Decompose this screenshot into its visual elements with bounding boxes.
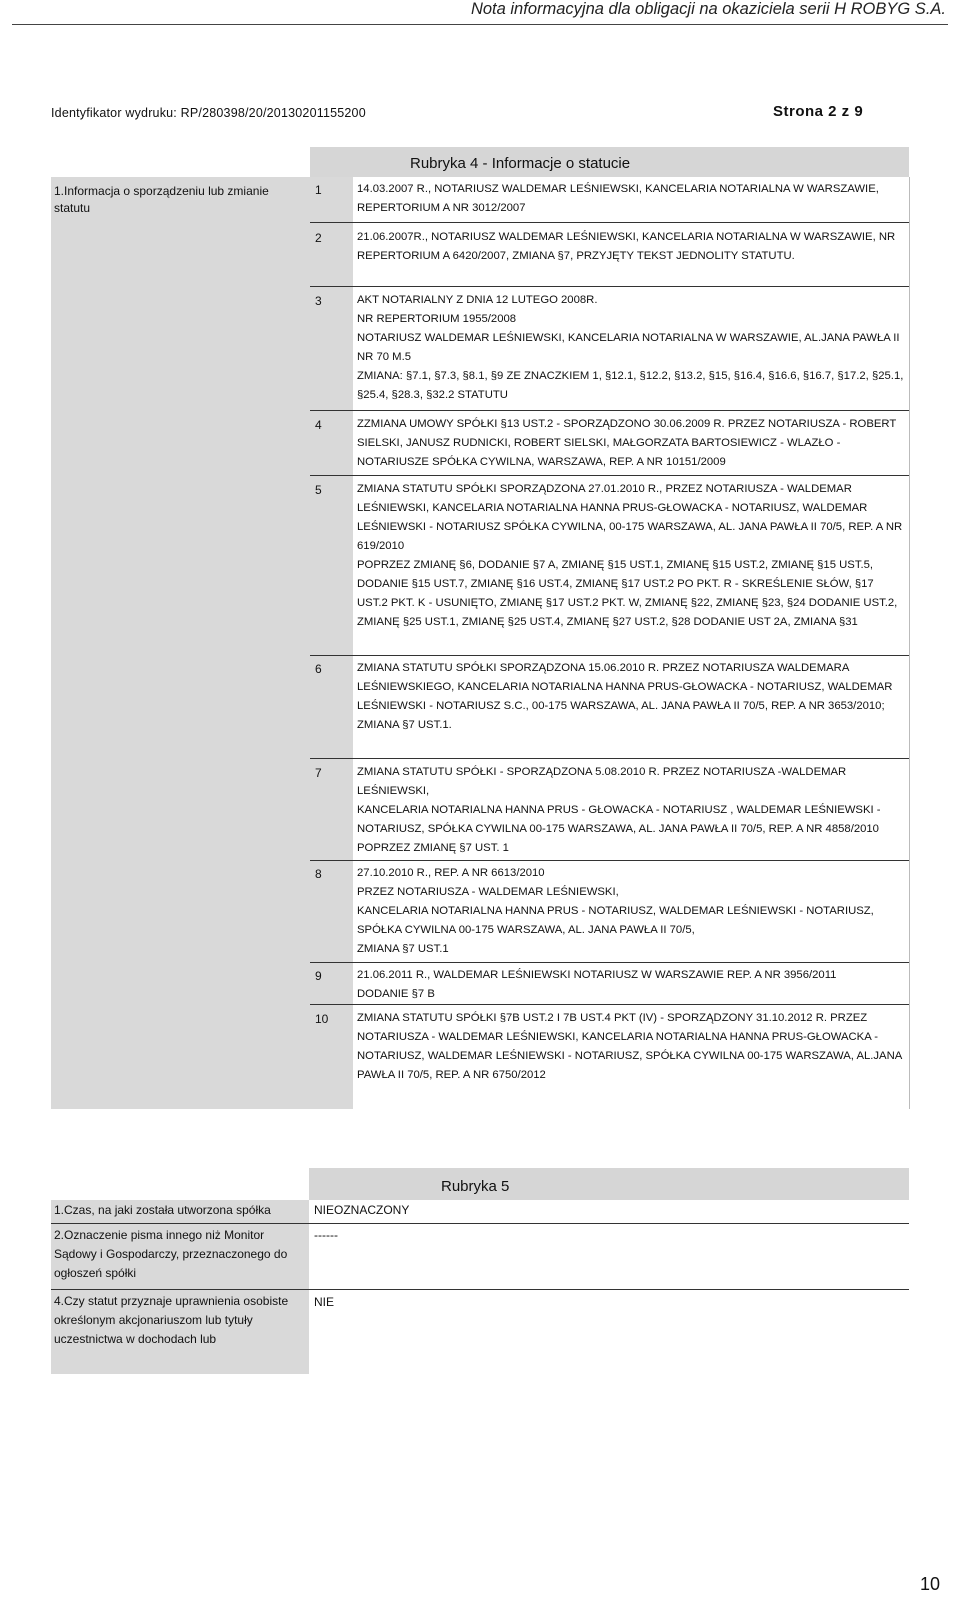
entry-number: 1 [315, 183, 322, 197]
rubryka-4-header [310, 147, 909, 178]
statute-entry-text: 21.06.2011 R., WALDEMAR LEŚNIEWSKI NOTARIUSZ W WARSZAWIE REP. A NR 3956/2011 DODANIE §7 B [357, 969, 837, 1000]
statute-entry-text: ZZMIANA UMOWY SPÓŁKI §13 UST.2 - SPORZĄDZONO 30.06.2009 R. PRZEZ NOTARIUSZA - ROBERT SIELSKI, JANUSZ RUDNICKI, ROBERT SIELSKI, MAŁGORZATA BARTOSIEWICZ - WLAZŁO - NOTARIUSZE SPÓŁKA CYWILNA, WARSZAWA, REP. A NR 10151/2009 [357, 418, 897, 468]
rubryka-5-header [309, 1168, 909, 1200]
rubryka-5-table [51, 1168, 909, 1374]
rubryka-5-value: ------ [314, 1228, 338, 1242]
row-divider [310, 222, 909, 223]
rubryka-5-label: 4.Czy statut przyznaje uprawnienia osobiste określonym akcjonariuszom lub tytuły uczestnictwa w dochodach lub [54, 1294, 289, 1346]
row-divider [310, 860, 909, 861]
entry-number: 3 [315, 294, 322, 308]
statute-entry-text: 21.06.2007R., NOTARIUSZ WALDEMAR LEŚNIEWSKI, KANCELARIA NOTARIALNA W WARSZAWIE, NR REPERTORIUM A 6420/2007, ZMIANA §7, PRZYJĘTY TEKST JEDNOLITY STATUTU. [357, 231, 896, 262]
statute-entry-text: 14.03.2007 R., NOTARIUSZ WALDEMAR LEŚNIEWSKI, KANCELARIA NOTARIALNA W WARSZAWIE, REPERTORIUM A NR 3012/2007 [357, 183, 879, 214]
statute-entry-text: ZMIANA STATUTU SPÓŁKI §7B UST.2 I 7B UST.4 PKT (IV) - SPORZĄDZONY 31.10.2012 R. PRZEZ NOTARIUSZA - WALDEMAR LEŚNIEWSKI, KANCELARIA NOTARIALNA HANNA PRUS-GŁOWACKA - NOTARIUSZ, WALDEMAR LEŚNIEWSKI - NOTARIUSZ, SPÓŁKA CYWILNA 00-175 WARSZAWA, AL.JANA PAWŁA II 70/5, REP. A NR 6750/2012 [357, 1012, 902, 1081]
rubryka-5-label: 1.Czas, na jaki została utworzona spółka [54, 1203, 271, 1217]
page-indicator: Strona 2 z 9 [773, 103, 864, 120]
rubryka-5-label: 2.Oznaczenie pisma innego niż Monitor Sądowy i Gospodarczy, przeznaczonego do ogłoszeń spółki [54, 1228, 288, 1280]
rubryka-5-title: Rubryka 5 [441, 1178, 510, 1195]
entry-number: 8 [315, 867, 322, 881]
statute-entry-text: 27.10.2010 R., REP. A NR 6613/2010 PRZEZ NOTARIUSZA - WALDEMAR LEŚNIEWSKI, KANCELARIA NOTARIALNA HANNA PRUS - NOTARIUSZ, WALDEMAR LEŚNIEWSKI - NOTARIUSZ, SPÓŁKA CYWILNA 00-175 WARSZAWA, AL. JANA PAWŁA II 70/5, ZMIANA §7 UST.1 [357, 867, 874, 955]
rubryka-4-number-column [310, 177, 353, 1109]
rubryka-5-value-column [309, 1200, 909, 1374]
statute-entry-text: ZMIANA STATUTU SPÓŁKI SPORZĄDZONA 27.01.2010 R., PRZEZ NOTARIUSZA - WALDEMAR LEŚNIEWSKI, KANCELARIA NOTARIALNA HANNA PRUS-GŁOWACKA - NOTARIUSZ, WALDEMAR LEŚNIEWSKI - NOTARIUSZ SPÓŁKA CYWILNA, 00-175 WARSZAWA, AL. JANA PAWŁA II 70/5, REP. A NR 619/2010 POPRZEZ ZMIANĘ §6, DODANIE §7 A, ZMIANĘ §15 UST.1, ZMIANĘ §15 UST.2, ZMIANĘ §15 UST.5, DODANIE §15 UST.7, ZMIANĘ §16 UST.4, ZMIANĘ §17 UST.2 PO PKT. R - SKREŚLENIE SŁÓW, §17 UST.2 PKT. K - USUNIĘTO, ZMIANĘ §17 UST.2 PKT. W, ZMIANĘ §22, ZMIANĘ §23, §24 DODANIE UST.2, ZMIANĘ §25 UST.1, ZMIANĘ §25 UST.4, ZMIANĘ §27 UST.2, §28 DODANIE UST 2A, ZMIANA §31 [357, 483, 903, 628]
rubryka-5-label-column [51, 1200, 309, 1374]
row-divider [310, 1004, 909, 1005]
rubryka-5-value: NIE [314, 1295, 335, 1309]
rubryka-4-title: Rubryka 4 - Informacje o statucie [410, 155, 631, 172]
rubryka-4-entries [353, 177, 910, 1109]
print-identifier: Identyfikator wydruku: RP/280398/20/20130201155200 [51, 106, 366, 120]
entry-number: 2 [315, 231, 322, 245]
statute-entry-text: AKT NOTARIALNY Z DNIA 12 LUTEGO 2008R. NR REPERTORIUM 1955/2008 NOTARIUSZ WALDEMAR LEŚNIEWSKI, KANCELARIA NOTARIALNA W WARSZAWIE, AL.JANA PAWŁA II NR 70 M.5 ZMIANA: §7.1, §7.3, §8.1, §9 ZE ZNACZKIEM 1, §12.1, §12.2, §13.2, §15, §16.4, §16.6, §16.7, §17.2, §25.1, §25.4, §28.3, §32.2 STATUTU [357, 294, 904, 401]
row-divider [310, 962, 909, 963]
entry-number: 7 [315, 766, 322, 780]
entry-number: 5 [315, 483, 322, 497]
statute-entry-text: ZMIANA STATUTU SPÓŁKI SPORZĄDZONA 15.06.2010 R. PRZEZ NOTARIUSZA WALDEMARA LEŚNIEWSKIEGO, KANCELARIA NOTARIALNA HANNA PRUS-GŁOWACKA - NOTARIUSZ, WALDEMAR LEŚNIEWSKI - NOTARIUSZ S.C., 00-175 WARSZAWA, AL. JANA PAWŁA II 70/5, REP. A NR 3653/2010; ZMIANA §7 UST.1. [357, 662, 893, 731]
row-divider [51, 1223, 909, 1224]
rubryka-4-label-cell [51, 177, 310, 1109]
statute-entry-text: ZMIANA STATUTU SPÓŁKI - SPORZĄDZONA 5.08.2010 R. PRZEZ NOTARIUSZA -WALDEMAR LEŚNIEWSKI, KANCELARIA NOTARIALNA HANNA PRUS - GŁOWACKA - NOTARIUSZ , WALDEMAR LEŚNIEWSKI - NOTARIUSZ, SPÓŁKA CYWILNA 00-175 WARSZAWA, AL. JANA PAWŁA II 70/5, REP. A NR 4858/2010 POPRZEZ ZMIANĘ §7 UST. 1 [357, 766, 881, 854]
rubryka-5-value: NIEOZNACZONY [314, 1203, 410, 1217]
entry-number: 6 [315, 662, 322, 676]
row-divider [310, 475, 909, 476]
entry-number: 9 [315, 969, 322, 983]
row-divider [51, 1289, 909, 1290]
page-number: 10 [919, 1574, 940, 1594]
row-divider [310, 655, 909, 656]
entry-number: 4 [315, 418, 322, 432]
entry-number: 10 [315, 1012, 329, 1026]
rubryka-4-table [51, 147, 909, 1109]
document-title: Nota informacyjna dla obligacji na okaziciela serii H ROBYG S.A. [470, 0, 946, 18]
row-divider [310, 286, 909, 287]
header-rule [12, 24, 948, 25]
rubryka-4-label: 1.Informacja o sporządzeniu lub zmianie statutu [54, 184, 269, 215]
row-divider [310, 758, 909, 759]
row-divider [310, 410, 909, 411]
